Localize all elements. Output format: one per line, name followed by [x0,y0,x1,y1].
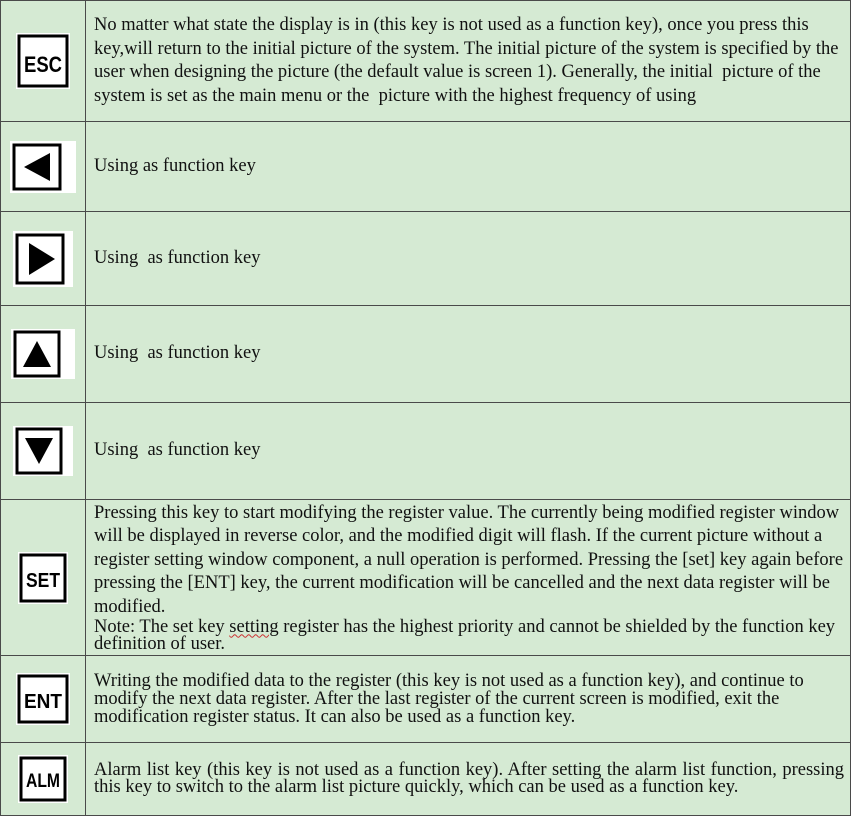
esc-key-label: ESC [24,52,63,77]
table-row [1,1,851,122]
set-key-icon [18,552,68,604]
table-row [1,743,851,816]
key-icon-cell [1,306,86,403]
right-arrow-key-icon [13,231,73,287]
key-icon-cell [1,403,86,500]
key-description: Using as function key [86,212,851,306]
key-description: Using as function key [86,306,851,403]
key-description: Using as function key [86,403,851,500]
up-arrow-key-icon [11,329,75,379]
key-description: Alarm list key (this key is not used as a function key). After setting the alarm list function, pressing this key to switch to the alarm list picture quickly, which can be used as a function key. [86,743,851,816]
key-icon-cell [1,500,86,656]
ent-key-icon [16,673,70,725]
set-key-note: Note: The set key setting register has the highest priority and cannot be shielded by the function key definition of user. [94,617,836,655]
key-description: Pressing this key to start modifying the register value. The currently being modified register window will be displayed in reverse color, and the modified digit will flash. If the current picture without a register setting window component, a null operation is performed. Pressing the [set] key again before pressing the [ENT] key, the current modification will be cancelled and the next data register will be modified. Note: The set key setting register has the highest priority and cannot be shielded by the function key definition of user. [86,500,851,656]
esc-key-icon [16,33,70,89]
key-description: Using as function key [86,122,851,212]
table-row [1,403,851,500]
key-icon-cell [1,1,86,122]
key-icon-cell [1,743,86,816]
alm-key-icon [18,755,68,803]
table-row [1,500,851,656]
key-description: Writing the modified data to the register (this key is not used as a function key), and continue to modify the next data register. After the last register of the current screen is modified, exit the modification register status. It can also be used as a function key. [86,656,851,743]
table-row [1,656,851,743]
set-key-label: SET [26,569,60,592]
key-icon-cell [1,656,86,743]
left-arrow-key-icon [10,141,76,193]
alm-key-label: ALM [26,771,60,792]
down-arrow-key-icon [13,426,73,476]
key-icon-cell [1,212,86,306]
table-row [1,306,851,403]
table-row [1,122,851,212]
table-row [1,212,851,306]
ent-key-label: ENT [24,691,62,713]
key-icon-cell [1,122,86,212]
key-description: No matter what state the display is in (this key is not used as a function key), once you press this key,will return to the initial picture of the system. The initial picture of the system is specified by the user when designing the picture (the default value is screen 1). Generally, the initial picture of the system is set as the main menu or the picture with the highest frequency of using [86,1,851,122]
